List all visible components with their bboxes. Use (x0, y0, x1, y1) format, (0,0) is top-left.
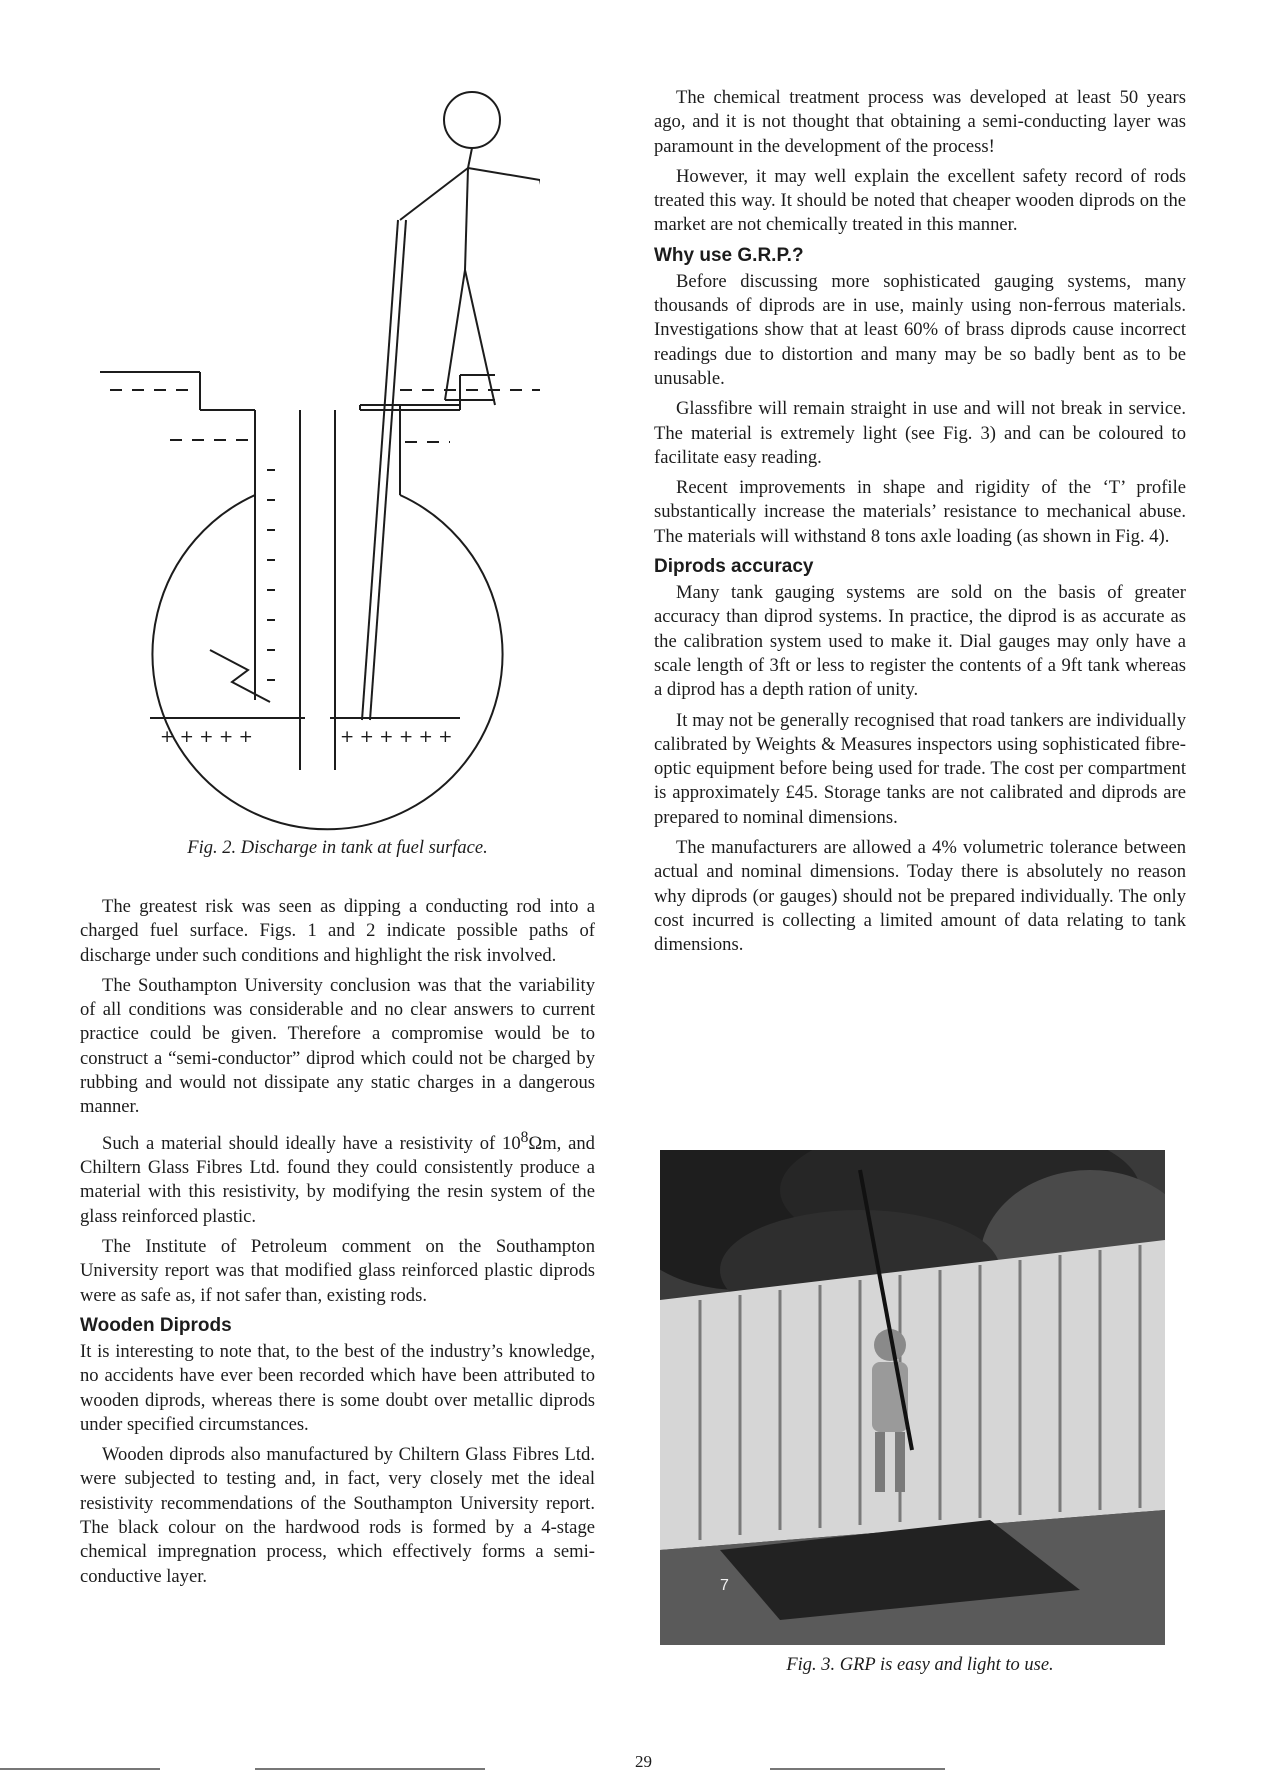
paragraph: The greatest risk was seen as dipping a conducting rod into a charged fuel surface. Figs. 1 and 2 indicate possible paths of discharge under such conditions and highlight the risk involved. (80, 896, 595, 966)
tank-outline (152, 495, 502, 829)
section-heading: Wooden Diprods (80, 1314, 232, 1336)
right-column (654, 86, 1186, 964)
photo-mark: 7 (720, 1577, 729, 1594)
garden-photo-illustration (660, 1150, 1165, 1645)
paragraph: However, it may well explain the excellent safety record of rods treated this way. It should be noted that cheaper wooden diprods on the market are not chemically treated in this manner. (654, 165, 1186, 236)
charge-signs-left: + + + + + (160, 727, 253, 747)
scan-edge-line (770, 1768, 945, 1770)
paragraph: It may not be generally recognised that road tankers are individually calibrated by Weights & Measures inspectors using sophisticated fibre-optic equipment before being used for trade. The cost per compartment is approximately £45. Storage tanks are not calibrated and diprods are prepared to nominal dimensions. (654, 709, 1186, 828)
paragraph: It is interesting to note that, to the best of the industry’s knowledge, no accidents have ever been recorded which have been attributed to wooden diprods, whereas there is some doubt over metallic diprods under specified circumstances. (80, 1340, 595, 1435)
spark (210, 650, 270, 702)
scan-edge-line (0, 1768, 160, 1770)
section-heading: Why use G.R.P.? (654, 244, 804, 266)
scan-edge-line (255, 1768, 485, 1770)
paragraph: Wooden diprods also manufactured by Chiltern Glass Fibres Ltd. were subjected to testing and, in fact, very closely met the ideal resistivity recommendations of the Southampton University report. The black colour on the hardwood rods is formed by a 4-stage chemical impregnation process, which effectively forms a semi-conductive layer. (80, 1444, 595, 1587)
diprod-rod (362, 220, 398, 720)
left-column (80, 895, 595, 1595)
figure-head (444, 92, 500, 148)
paragraph: The manufacturers are allowed a 4% volumetric tolerance between actual and nominal dimensions. Today there is absolutely no reason why diprods (or gauges) should not be prepared individually. The only cost incurred is collecting a limited amount of data relating to tank dimensions. (654, 837, 1186, 956)
figure-3-caption: Fig. 3. GRP is easy and light to use. (786, 1655, 1054, 1675)
figure-2-diagram (100, 70, 540, 840)
paragraph: Such a material should ideally have a resistivity of $10^8\Omega m$, and Chiltern Glass Fibres Ltd. found they could consistently produce a material with this resistivity, by modifying the resin system of the glass reinforced plastic. (80, 1128, 595, 1227)
paragraph: The Institute of Petroleum comment on the Southampton University report was that modified glass reinforced plastic diprods were as safe as, if not safer than, existing rods. (80, 1236, 595, 1306)
figure-3-photo (660, 1150, 1165, 1645)
charge-signs-right: + + + + + + (340, 727, 453, 747)
paragraph: Glassfibre will remain straight in use and will not break in service. The material is extremely light (see Fig. 3) and can be coloured to facilitate easy reading. (654, 398, 1186, 468)
paragraph: The Southampton University conclusion was that the variability of all conditions was considerable and no clear answers to current practice could be given. Therefore a compromise would be to construct a “semi-conductor” diprod which could not be charged by rubbing and would not dissipate any static charges in a dangerous manner. (80, 974, 595, 1118)
paragraph: Many tank gauging systems are sold on the basis of greater accuracy than diprod systems. In practice, the diprod is as accurate as the calibration system used to make it. Dial gauges may only have a scale length of 3ft or less to register the contents of a 9ft tank whereas a diprod has a depth ration of unity. (654, 582, 1186, 701)
paragraph: Before discussing more sophisticated gauging systems, many thousands of diprods are in use, mainly using non-ferrous materials. Investigations show that at least 60% of brass diprods cause incorrect readings due to distortion and many may be so badly bent as to be unusable. (654, 270, 1186, 389)
figure-2-caption: Fig. 2. Discharge in tank at fuel surface. (187, 838, 488, 858)
section-heading: Diprods accuracy (654, 556, 814, 578)
paragraph: Recent improvements in shape and rigidity of the ‘T’ profile substantically increase the materials’ resistance to mechanical abuse. The materials will withstand 8 tons axle loading (as shown in Fig. 4). (654, 477, 1186, 547)
paragraph: The chemical treatment process was developed at least 50 years ago, and it is not thought that obtaining a semi-conducting layer was paramount in the development of the process! (654, 87, 1186, 157)
page-number: 29 (635, 1752, 652, 1771)
